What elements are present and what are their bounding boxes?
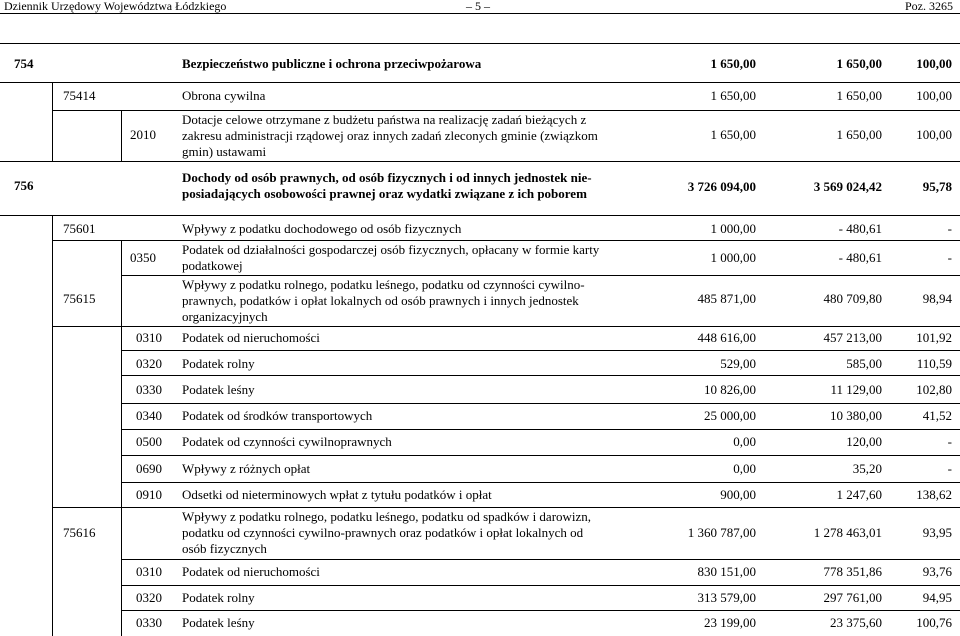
table-rule — [121, 350, 960, 351]
percent-value: 93,76 — [922, 564, 952, 579]
percent-value: 94,95 — [922, 590, 952, 605]
plan-value: 10 826,00 — [704, 382, 756, 397]
percent-value: 100,00 — [916, 56, 952, 71]
row-description: Podatek od środków transportowych — [182, 408, 373, 423]
execution-value: 23 375,60 — [830, 615, 882, 630]
execution-value: 457 213,00 — [823, 330, 882, 345]
section-code: 756 — [14, 178, 34, 193]
row-description: Podatek od działalności gospodarczej osób fizycznych, opłacany w formie karty podatkowej — [182, 242, 600, 273]
table-rule — [52, 110, 960, 111]
plan-value: 900,00 — [720, 487, 756, 502]
table-rule — [0, 43, 960, 44]
plan-value: 0,00 — [733, 434, 756, 449]
percent-value: 98,94 — [922, 291, 952, 306]
percent-value: - — [947, 221, 952, 236]
row-description: Dochody od osób prawnych, od osób fizycznych i od innych jednostek nie-posiadających osobowości prawnej oraz wydatki związane z ich poborem — [182, 170, 592, 201]
row-description: Odsetki od nieterminowych wpłat z tytułu podatków i opłat — [182, 487, 492, 502]
column-rule — [52, 215, 53, 636]
column-rule — [121, 240, 122, 636]
percent-value: - — [947, 434, 952, 449]
header-rule — [0, 13, 960, 14]
execution-value: 120,00 — [846, 434, 882, 449]
plan-value: 25 000,00 — [704, 408, 756, 423]
paragraph-code: 2010 — [130, 127, 156, 142]
percent-value: 95,78 — [922, 179, 952, 194]
table-rule — [0, 161, 960, 162]
page-number: – 5 – — [466, 0, 490, 13]
table-rule — [121, 375, 960, 376]
table-rule — [121, 455, 960, 456]
execution-value: 10 380,00 — [830, 408, 882, 423]
row-description: Podatek od nieruchomości — [182, 564, 320, 579]
plan-value: 23 199,00 — [704, 615, 756, 630]
percent-value: 102,80 — [916, 382, 952, 397]
percent-value: 138,62 — [916, 487, 952, 502]
plan-value: 1 000,00 — [710, 221, 756, 236]
table-rule — [121, 482, 960, 483]
table-rule — [0, 82, 960, 83]
percent-value: 100,00 — [916, 88, 952, 103]
chapter-code: 75615 — [63, 291, 96, 306]
execution-value: 480 709,80 — [823, 291, 882, 306]
table-rule — [121, 610, 960, 611]
row-description: Wpływy z podatku rolnego, podatku leśnego, podatku od spadków i darowizn, podatku od czynności cywilno-prawnych oraz podatków i opłat lokalnych od osób fizycznych — [182, 509, 592, 556]
paragraph-code: 0310 — [136, 564, 162, 579]
plan-value: 529,00 — [720, 356, 756, 371]
chapter-code: 75414 — [63, 88, 96, 103]
row-description: Wpływy z podatku dochodowego od osób fizycznych — [182, 221, 462, 236]
execution-value: 297 761,00 — [823, 590, 882, 605]
column-rule — [121, 110, 122, 161]
plan-value: 1 650,00 — [710, 127, 756, 142]
execution-value: 585,00 — [846, 356, 882, 371]
column-rule — [52, 82, 53, 161]
row-description: Wpływy z różnych opłat — [182, 461, 311, 476]
percent-value: 93,95 — [922, 525, 952, 540]
paragraph-code: 0690 — [136, 461, 162, 476]
percent-value: 101,92 — [916, 330, 952, 345]
execution-value: 1 650,00 — [836, 88, 882, 103]
percent-value: - — [947, 461, 952, 476]
percent-value: 110,59 — [916, 356, 952, 371]
execution-value: - 480,61 — [838, 221, 882, 236]
table-rule — [52, 507, 960, 508]
execution-value: 1 650,00 — [836, 56, 882, 71]
paragraph-code: 0330 — [136, 382, 162, 397]
execution-value: 778 351,86 — [823, 564, 882, 579]
paragraph-code: 0310 — [136, 330, 162, 345]
plan-value: 0,00 — [733, 461, 756, 476]
percent-value: - — [947, 250, 952, 265]
row-description: Dotacje celowe otrzymane z budżetu państwa na realizację zadań bieżących z zakresu administracji rządowej oraz innych zadań zleconych gminie (związkom gmin) ustawami — [182, 112, 598, 159]
chapter-code: 75616 — [63, 525, 96, 540]
execution-value: 1 278 463,01 — [813, 525, 882, 540]
table-rule — [52, 326, 960, 327]
table-rule — [121, 559, 960, 560]
execution-value: 1 247,60 — [836, 487, 882, 502]
table-rule — [52, 240, 960, 241]
row-description: Podatek od czynności cywilnoprawnych — [182, 434, 392, 449]
execution-value: 11 129,00 — [830, 382, 882, 397]
plan-value: 830 151,00 — [697, 564, 756, 579]
section-code: 754 — [14, 56, 34, 71]
plan-value: 313 579,00 — [697, 590, 756, 605]
paragraph-code: 0500 — [136, 434, 162, 449]
plan-value: 1 650,00 — [710, 88, 756, 103]
plan-value: 1 000,00 — [710, 250, 756, 265]
page-header — [0, 0, 960, 14]
journal-title: Dziennik Urzędowy Województwa Łódzkiego — [4, 0, 227, 13]
table-rule — [121, 429, 960, 430]
row-description: Podatek rolny — [182, 356, 255, 371]
percent-value: 100,76 — [916, 615, 952, 630]
execution-value: 1 650,00 — [836, 127, 882, 142]
execution-value: - 480,61 — [838, 250, 882, 265]
plan-value: 1 650,00 — [710, 56, 756, 71]
position-number: Poz. 3265 — [905, 0, 953, 13]
execution-value: 35,20 — [852, 461, 882, 476]
table-rule — [121, 585, 960, 586]
paragraph-code: 0910 — [136, 487, 162, 502]
paragraph-code: 0320 — [136, 590, 162, 605]
chapter-code: 75601 — [63, 221, 96, 236]
paragraph-code: 0350 — [130, 250, 156, 265]
table-rule — [0, 215, 960, 216]
row-description: Podatek leśny — [182, 382, 255, 397]
table-rule — [121, 275, 960, 276]
row-description: Podatek leśny — [182, 615, 255, 630]
row-description: Wpływy z podatku rolnego, podatku leśnego, podatku od czynności cywilno-prawnych, podatków i opłat lokalnych od osób prawnych i innych jednostek organizacyjnych — [182, 277, 585, 324]
percent-value: 100,00 — [916, 127, 952, 142]
table-rule — [121, 403, 960, 404]
paragraph-code: 0340 — [136, 408, 162, 423]
row-description: Obrona cywilna — [182, 88, 266, 103]
percent-value: 41,52 — [922, 408, 952, 423]
plan-value: 3 726 094,00 — [687, 179, 756, 194]
plan-value: 1 360 787,00 — [687, 525, 756, 540]
plan-value: 485 871,00 — [697, 291, 756, 306]
paragraph-code: 0320 — [136, 356, 162, 371]
row-description: Bezpieczeństwo publiczne i ochrona przeciwpożarowa — [182, 56, 482, 71]
row-description: Podatek rolny — [182, 590, 255, 605]
row-description: Podatek od nieruchomości — [182, 330, 320, 345]
execution-value: 3 569 024,42 — [813, 179, 882, 194]
plan-value: 448 616,00 — [697, 330, 756, 345]
paragraph-code: 0330 — [136, 615, 162, 630]
